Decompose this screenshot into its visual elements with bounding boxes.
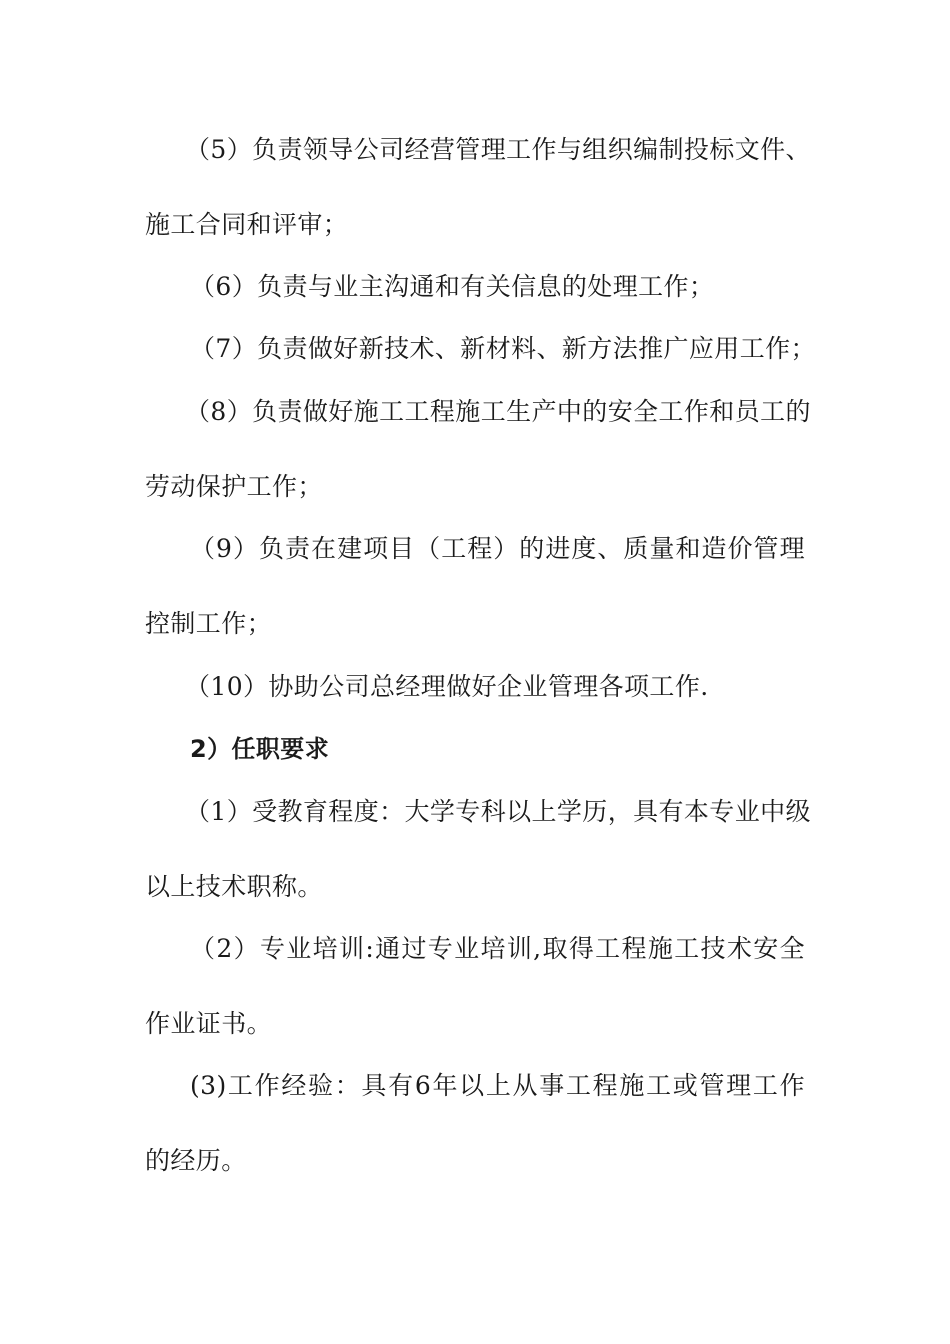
- paragraph-6: （6）负责与业主沟通和有关信息的处理工作；: [190, 272, 715, 301]
- requirement-2-line-1: （2）专业培训:通过专业培训,取得工程施工技术安全: [190, 934, 805, 963]
- paragraph-5-line-2: 施工合同和评审；: [145, 210, 349, 239]
- requirement-3-line-2: 的经历。: [145, 1146, 247, 1175]
- paragraph-9-line-2: 控制工作；: [145, 609, 273, 638]
- paragraph-10: （10）协助公司总经理做好企业管理各项工作.: [185, 672, 709, 701]
- paragraph-9-line-1: （9）负责在建项目（工程）的进度、质量和造价管理: [190, 534, 805, 563]
- requirement-2-line-2: 作业证书。: [145, 1009, 273, 1038]
- requirement-1-line-2: 以上技术职称。: [145, 872, 323, 901]
- requirement-1-line-1: （1）受教育程度：大学专科以上学历，具有本专业中级: [185, 797, 811, 826]
- requirement-3-line-1: (3)工作经验：具有6年以上从事工程施工或管理工作: [190, 1071, 805, 1100]
- paragraph-5-line-1: （5）负责领导公司经营管理工作与组织编制投标文件、: [185, 135, 811, 164]
- paragraph-8-line-1: （8）负责做好施工工程施工生产中的安全工作和员工的: [185, 397, 811, 426]
- paragraph-7: （7）负责做好新技术、新材料、新方法推广应用工作；: [190, 334, 816, 363]
- section-heading-requirements: 2）任职要求: [190, 735, 330, 763]
- paragraph-8-line-2: 劳动保护工作；: [145, 472, 323, 501]
